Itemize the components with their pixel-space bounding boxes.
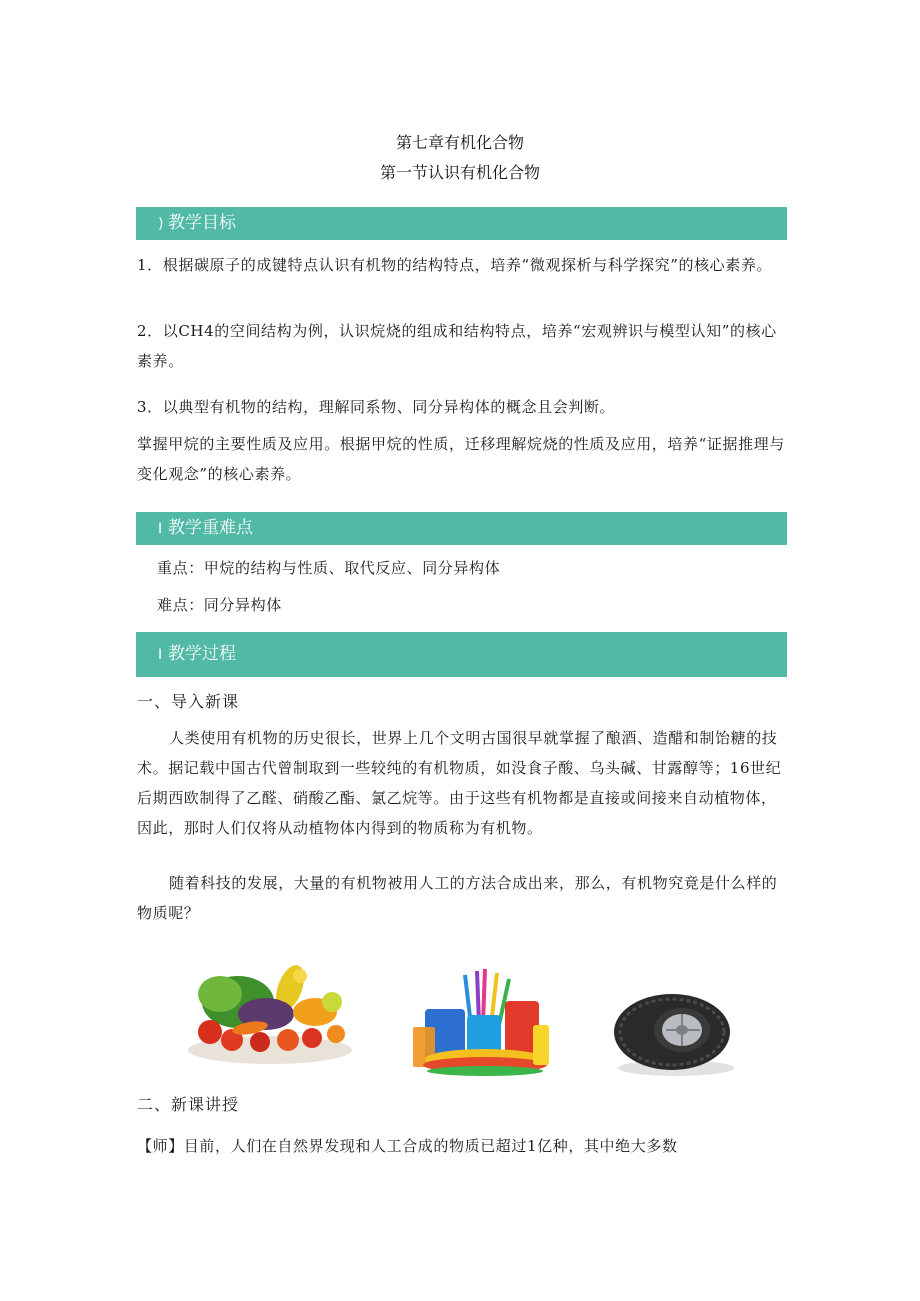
part1-title: 一、导入新课 bbox=[137, 692, 240, 711]
objective-item-1: 1．根据碳原子的成键特点认识有机物的结构特点，培养“微观探析与科学探究”的核心素养。 bbox=[137, 256, 773, 274]
teacher-line: 【师】目前，人们在自然界发现和人工合成的物质已超过1亿种，其中绝大多数 bbox=[137, 1137, 678, 1155]
document-header bbox=[0, 128, 920, 188]
intro-paragraph-1: 人类使用有机物的历史很长，世界上几个文明古国很早就掌握了酿酒、造醋和制饴糖的技术。据记载中国古代曾制取到一些较纯的有机物质，如没食子酸、乌头碱、甘露醇等；16世纪后期西欧制得了乙醛、硝酸乙酯、氯乙烷等。由于这些有机物都是直接或间接来自动植物体，因此，那时人们仅将从动植物体内得到的物质称为有机物。 bbox=[137, 729, 782, 837]
heading-mark: I bbox=[158, 521, 163, 537]
vegetables-image bbox=[180, 962, 360, 1066]
focus-line: 重点：甲烷的结构与性质、取代反应、同分异构体 bbox=[157, 559, 501, 577]
objectives-heading-bar bbox=[136, 207, 787, 240]
objective-item-4: 掌握甲烷的主要性质及应用。根据甲烷的性质，迁移理解烷烧的性质及应用，培养“证据推理与变化观念”的核心素养。 bbox=[137, 435, 785, 483]
heading-mark: I bbox=[158, 647, 163, 663]
keypoints-heading: 教学重难点 bbox=[168, 518, 253, 538]
process-heading-bar bbox=[136, 632, 787, 677]
difficulty-line: 难点：同分异构体 bbox=[157, 596, 282, 614]
section-title: 第一节认识有机化合物 bbox=[379, 163, 540, 182]
tire-image bbox=[610, 990, 740, 1078]
plastic-tableware-image bbox=[405, 965, 560, 1077]
part2-title: 二、新课讲授 bbox=[137, 1095, 240, 1114]
intro-paragraph-2: 随着科技的发展，大量的有机物被用人工的方法合成出来，那么，有机物究竟是什么样的物质呢？ bbox=[137, 874, 778, 922]
chapter-title: 第七章有机化合物 bbox=[395, 133, 524, 152]
process-heading: 教学过程 bbox=[168, 644, 236, 664]
heading-mark: ) bbox=[158, 216, 164, 232]
objectives-heading: 教学目标 bbox=[168, 213, 236, 233]
objective-item-2: 2．以CH4的空间结构为例，认识烷烧的组成和结构特点，培养“宏观辨识与模型认知”的核心素养。 bbox=[137, 322, 777, 370]
objective-item-3: 3．以典型有机物的结构，理解同系物、同分异构体的概念且会判断。 bbox=[137, 398, 616, 416]
keypoints-heading-bar bbox=[136, 512, 787, 545]
